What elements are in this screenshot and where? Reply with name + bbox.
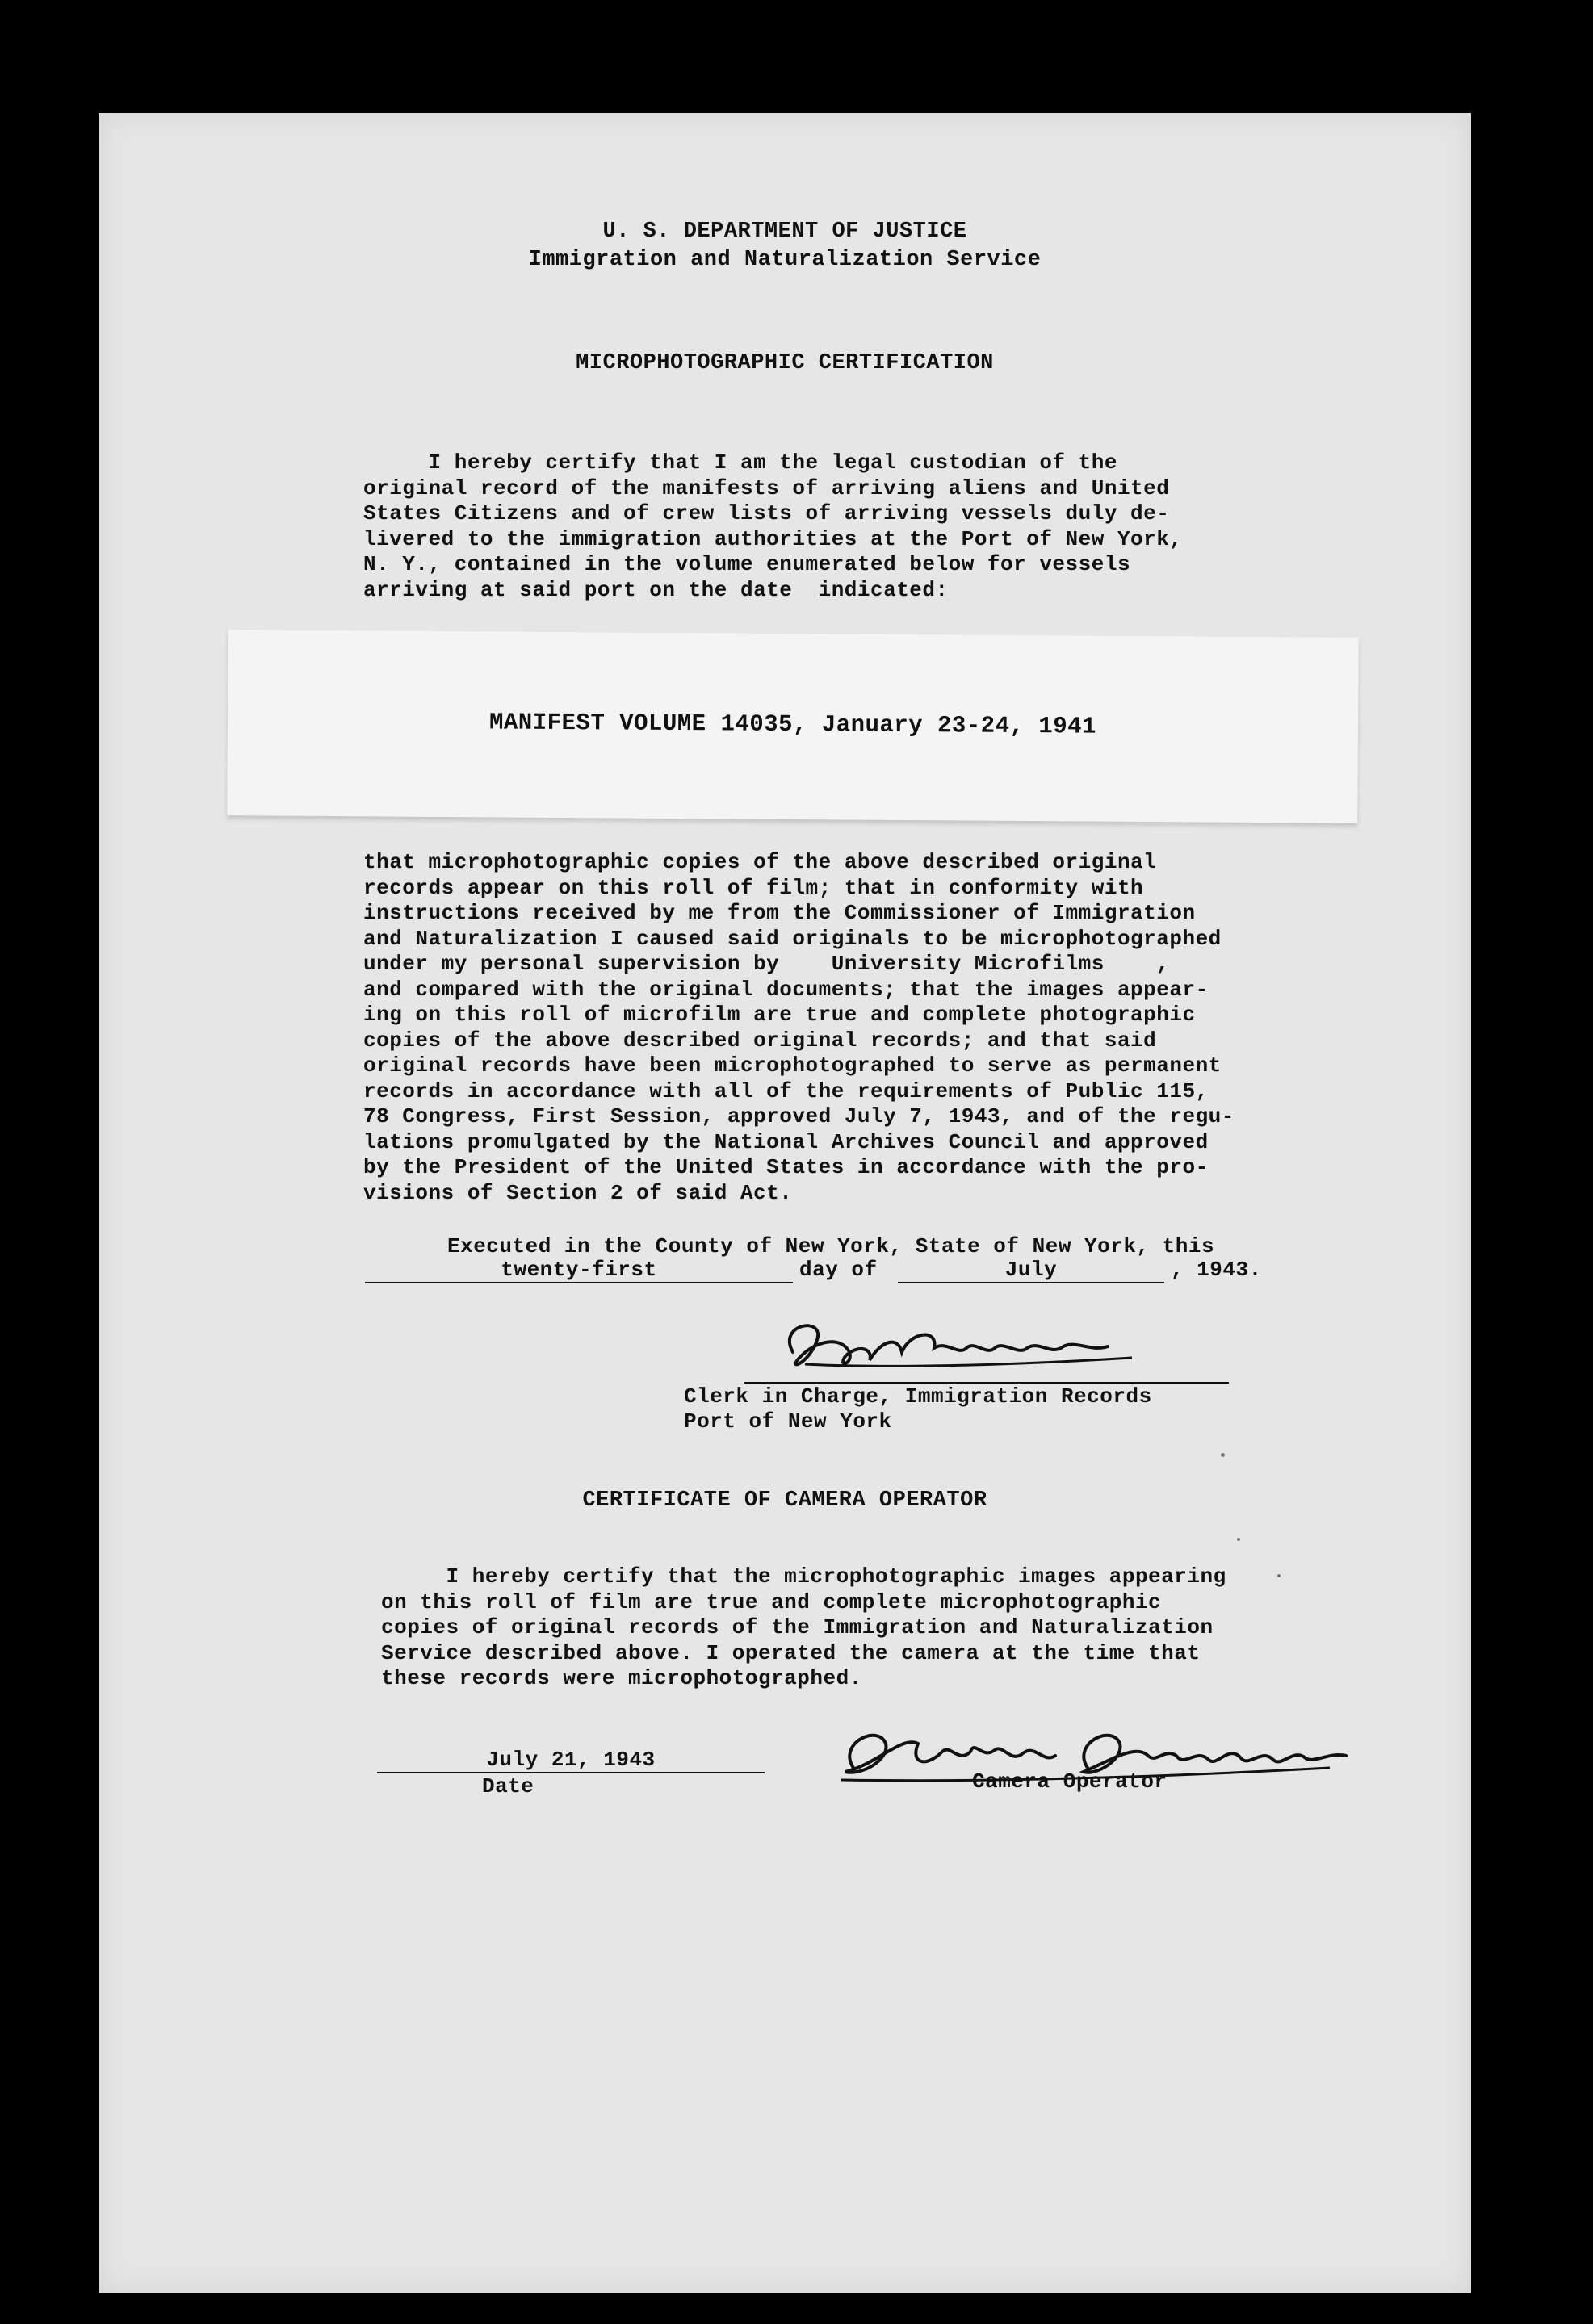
operator-date-label: Date <box>482 1774 534 1798</box>
certification-paragraph-2: that microphotographic copies of the above described original records appear on this roll of film; that in conformity with instructions received by me from the Commissioner of Immigration and Naturalization I caused said originals to be microphotographed under my personal supervision by University Microfilms , and compared with the original documents; that the images appear- ing on this roll of microfilm are true and complete photographic copies of the above described original records; and that said original records have been microphotographed to serve as permanent records in accordance with all of the requirements of Public 115, 78 Congress, First Session, approved July 7, 1943, and of the regu- lations promulgated by the National Archives Council and approved by the President of the United States in accordance with the pro- visions of Section 2 of said Act. <box>363 850 1235 1205</box>
executed-month-field: July <box>898 1258 1164 1283</box>
camera-operator-label: Camera Operator <box>972 1769 1168 1794</box>
clerk-office: Port of New York <box>684 1409 892 1434</box>
paper-speck <box>1277 1574 1281 1577</box>
executed-statement: Executed in the County of New York, State of New York, this <box>447 1234 1215 1258</box>
manifest-volume-slip <box>227 630 1359 823</box>
clerk-signature-line <box>744 1382 1229 1384</box>
clerk-title: Clerk in Charge, Immigration Records <box>684 1384 1152 1409</box>
camera-operator-title: CERTIFICATE OF CAMERA OPERATOR <box>582 1489 987 1513</box>
certificate-paper <box>99 113 1471 2293</box>
paper-speck <box>1237 1538 1240 1541</box>
clerk-signature <box>761 1308 1213 1388</box>
department-heading: U. S. DEPARTMENT OF JUSTICE <box>602 220 967 244</box>
paper-speck <box>1221 1453 1225 1457</box>
camera-operator-paragraph: I hereby certify that the microphotographic images appearing on this roll of film are true and complete microphotographic copies of original records of the Immigration and Naturalization Service described above. I operated the camera at the time that these records were microphotographed. <box>381 1564 1226 1690</box>
operator-date-value: July 21, 1943 <box>377 1748 765 1773</box>
manifest-volume-label: MANIFEST VOLUME 14035, January 23-24, 1941 <box>488 709 1097 740</box>
day-of-label: day of <box>799 1258 878 1282</box>
service-heading: Immigration and Naturalization Service <box>528 248 1042 272</box>
executed-day-field: twenty-first <box>365 1258 793 1283</box>
executed-year: , 1943. <box>1171 1258 1262 1282</box>
certification-paragraph-1: I hereby certify that I am the legal custodian of the original record of the manifests of arriving aliens and United States Citizens and of crew lists of arriving vessels duly de- livered to the immigration authorities at the Port of New York, N. Y., contained in the volume enumerated below for vessels arriving at said port on the date indicated: <box>363 450 1183 602</box>
certification-title: MICROPHOTOGRAPHIC CERTIFICATION <box>576 351 994 375</box>
